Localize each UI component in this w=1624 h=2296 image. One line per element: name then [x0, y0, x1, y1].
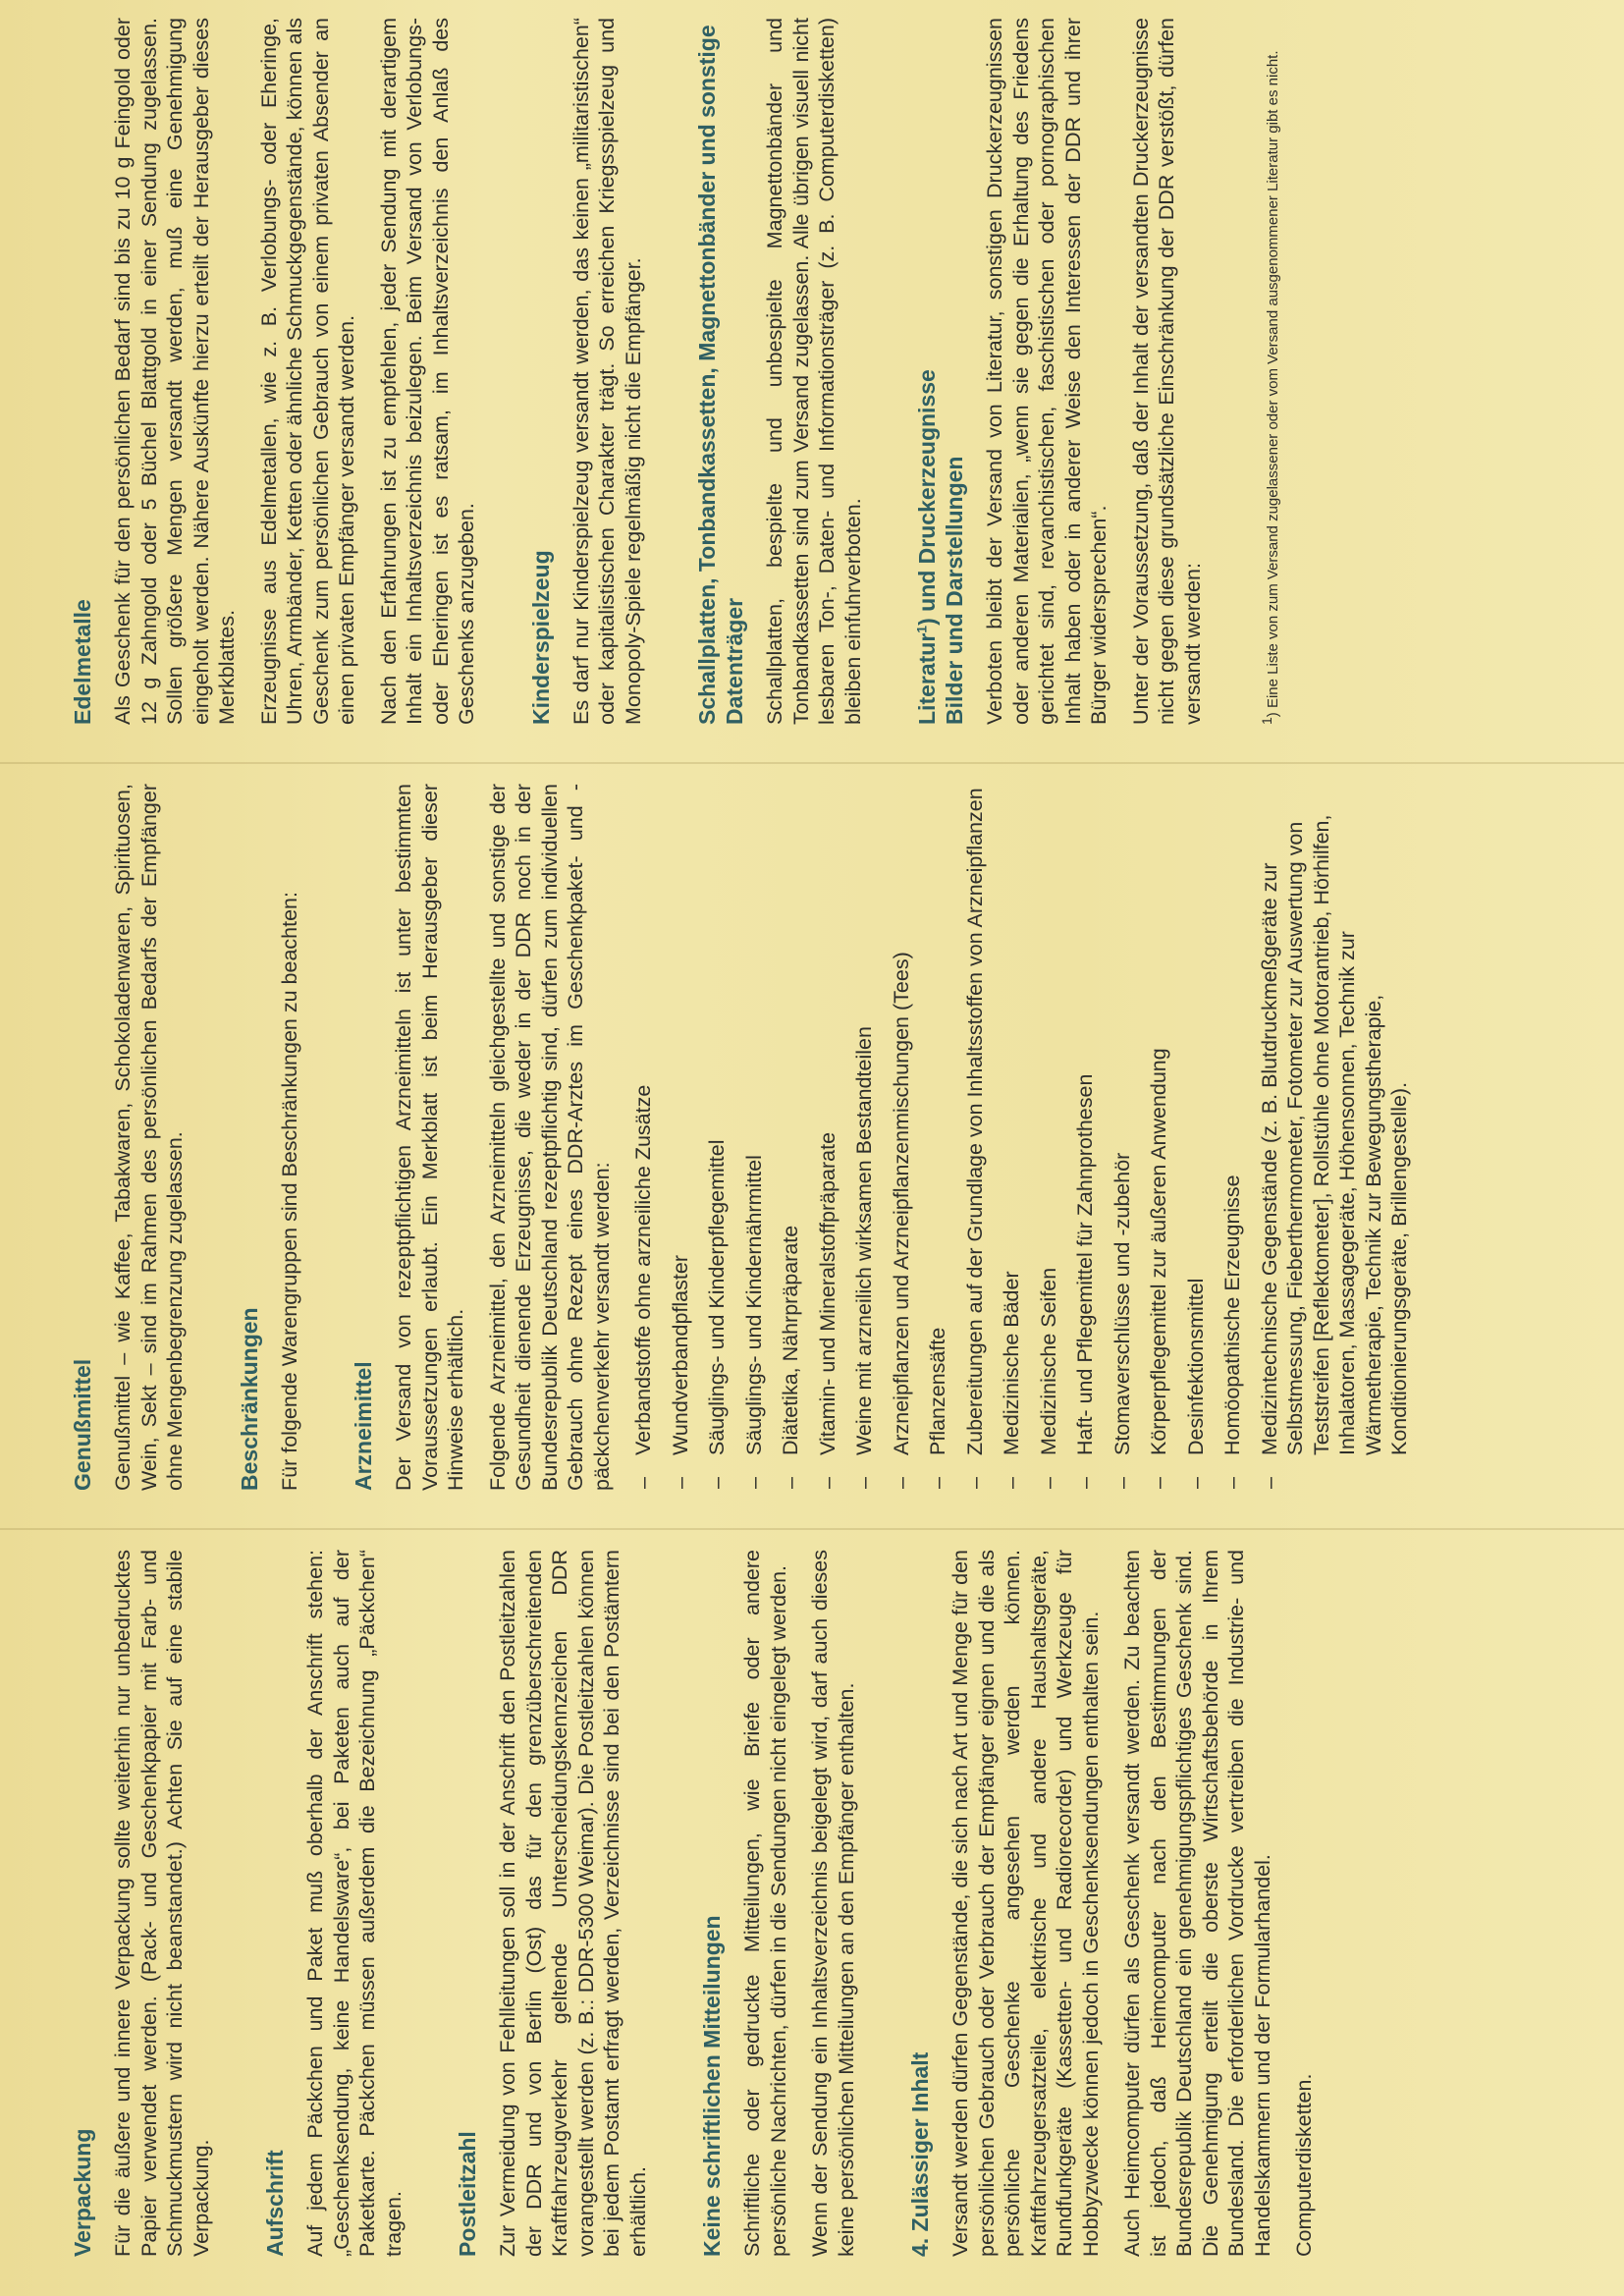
column-left [69, 1550, 1333, 2257]
heading-literatur [913, 18, 968, 725]
text-beschraenkungen: Für folgende Warengruppen sind Beschränkungen zu beachten: [277, 892, 301, 1491]
list-item: – Stomaverschlüsse und -zubehör [1110, 784, 1136, 1491]
arzneimittel-list [630, 784, 1413, 1491]
footnote-mark: 1 [1259, 717, 1274, 725]
heading-literatur-a: Literatur [914, 632, 940, 725]
list-item: – Verbandstoffe ohne arzneiliche Zusätze [630, 784, 657, 1491]
text-arzneimittel-2: Folgende Arzneimittel, den Arzneimitteln gleichgestellte und sonstige der Gesundheit dienende Erzeugnisse, die weder in der DDR noch in der Bundesrepublik Deutschland rezeptpflichtig sind, dürfen zum individuellen Gebrauch ohne Rezept eines DDR-Arztes im Geschenkpaket- und -päckchenverkehr versandt werden: [485, 784, 614, 1491]
column-middle [69, 784, 1424, 1491]
list-item: – Medizintechnische Gegenstände (z. B. Blutdruckmeßgeräte zur Selbstmessung, Fieberthermometer, Fotometer zur Auswertung von Teststreifen [Reflektometer], Rollstühle ohne Motorantrieb, Hörhilfen, Inhalatoren, Massagegeräte, Höhensonnen, Technik zur Wärmetherapie, Technik zur Bewegungstherapie, Konditionierungsgeräte, Brillengestelle). [1257, 784, 1413, 1491]
list-item: – Säuglings- und Kinderpflegemittel [704, 784, 731, 1491]
heading-schallplatten: Schallplatten, Tonbandkassetten, Magnettonbänder und sonstige Datenträger [694, 25, 747, 725]
heading-edelmetalle: Edelmetalle [70, 599, 95, 725]
list-item: – Haft- und Pflegemittel für Zahnprothesen [1072, 784, 1099, 1491]
list-item: – Säuglings- und Kindernährmittel [741, 784, 768, 1491]
heading-verpackung: Verpackung [70, 2128, 95, 2257]
list-item: – Vitamin- und Mineralstoffpräparate [815, 784, 841, 1491]
list-item: – Pflanzensäfte [925, 784, 951, 1491]
heading-arzneimittel: Arzneimittel [351, 1361, 376, 1491]
list-item: – Medizinische Bäder [999, 784, 1025, 1491]
fold-line [0, 1528, 1624, 1530]
footnote [1259, 18, 1282, 725]
heading-postleitzahl: Postleitzahl [455, 2131, 480, 2257]
list-item: – Weine mit arzneilich wirksamen Bestandteilen [851, 784, 878, 1491]
heading-literatur-b: ) und Druckerzeugnisse [914, 369, 940, 626]
list-item: – Wundverbandpflaster [668, 784, 694, 1491]
text-verpackung: Für die äußere und innere Verpackung sollte weiterhin nur unbedrucktes Papier verwendet werden. (Pack- und Geschenkpapier mit Farb- und Schmuckmustern wird nicht beanstandet.) Achten Sie auf eine stabile Verpackung. [111, 1550, 213, 2257]
text-edelmetalle-3: Nach den Erfahrungen ist zu empfehlen, jeder Sendung mit derartigem Inhalt ein Inhaltsverzeichnis beizulegen. Beim Versand von Verlobungs- oder Eheringen ist es ratsam, im Inhaltsverzeichnis den Anlaß des Geschenks anzugeben. [376, 18, 478, 725]
text-edelmetalle-2: Erzeugnisse aus Edelmetallen, wie z. B. Verlobungs- oder Eheringe, Uhren, Armbänder, Ketten oder ähnliche Schmuckgegenstände, können als Geschenk zum persönlichen Gebrauch von einem privaten Absender an einen privaten Empfänger versandt werden. [256, 18, 358, 725]
footnote-ref: 1 [913, 625, 930, 633]
text-literatur-2: Unter der Voraussetzung, daß der Inhalt der versandten Druckerzeugnisse nicht gegen diese grundsätzliche Einschränkung der DDR verstößt, dürfen versandt werden: [1128, 18, 1205, 725]
text-inhalt-3: Computerdisketten. [1292, 2073, 1316, 2257]
text-schallplatten: Schallplatten, bespielte und unbespielte Magnettonbänder und Tonbandkassetten sind zum Versand zugelassen. Alle übrigen visuell nicht lesbaren Ton-, Daten- und Informationsträger (z. B. Computerdisketten) bleiben einfuhrverboten. [763, 18, 865, 725]
heading-beschraenkungen: Beschränkungen [236, 1307, 262, 1491]
heading-mitteilungen: Keine schriftlichen Mitteilungen [699, 1915, 725, 2257]
heading-kinderspielzeug: Kinderspielzeug [527, 550, 554, 725]
text-mitteilungen-1: Schriftliche oder gedruckte Mitteilungen, wie Briefe oder andere persönliche Nachrichten, dürfen in die Sendungen nicht eingelegt werden. [740, 1550, 790, 2257]
list-item: – Arzneipflanzen und Arzneipflanzenmischungen (Tees) [889, 784, 915, 1491]
heading-genussmittel: Genußmittel [70, 1358, 95, 1491]
heading-literatur-line2: Bilder und Darstellungen [942, 456, 967, 725]
text-aufschrift: Auf jedem Päckchen und Paket muß oberhalb der Anschrift stehen: „Geschenksendung, keine Handelsware“, bei Paketen auch auf der Paketkarte. Päckchen müssen außerdem die Bezeichnung „Päckchen“ tragen. [303, 1550, 406, 2257]
text-postleitzahl: Zur Vermeidung von Fehlleitungen soll in der Anschrift den Postleitzahlen der DDR und von Berlin (Ost) das für den grenzüberschreitenden Kraftfahrzeugverkehr geltende Unterscheidungskennzeichen DDR vorangestellt werden (z. B.: DDR-5300 Weimar). Die Postleitzahlen können bei jedem Postamt erfragt werden, Verzeichnisse sind bei den Postämtern erhältlich. [496, 1550, 650, 2257]
column-right [69, 18, 1282, 725]
list-item: – Desinfektionsmittel [1183, 784, 1210, 1491]
text-edelmetalle-1: Als Geschenk für den persönlichen Bedarf sind bis zu 10 g Feingold oder 12 g Zahngold oder 5 Büchel Blattgold in einer Sendung zugelassen. Sollen größere Mengen versandt werden, muß eine Genehmigung eingeholt werden. Nähere Auskünfte hierzu erteilt der Herausgeber dieses Merkblattes. [111, 18, 239, 725]
list-item: – Diätetika, Nährpräparate [778, 784, 804, 1491]
heading-zulaessiger-inhalt: 4. Zulässiger Inhalt [907, 2051, 933, 2257]
text-genussmittel: Genußmittel – wie Kaffee, Tabakwaren, Schokoladenwaren, Spirituosen, Wein, Sekt – sind im Rahmen des persönlichen Bedarfs der Empfänger ohne Mengenbegrenzung zugelassen. [111, 784, 187, 1491]
list-item: – Homöopathische Erzeugnisse [1219, 784, 1246, 1491]
list-item: – Medizinische Seifen [1036, 784, 1062, 1491]
text-kinderspielzeug: Es darf nur Kinderspielzeug versandt werden, das keinen „militaristischen“ oder kapitalistischen Charakter trägt. So erreichen Kriegsspielzeug und Monopoly-Spiele regelmäßig nicht die Empfänger. [568, 18, 645, 725]
list-item: – Körperpflegemittel zur äußeren Anwendung [1146, 784, 1172, 1491]
text-literatur-1: Verboten bleibt der Versand von Literatur, sonstigen Druckerzeugnissen oder anderen Materialien, „wenn sie gegen die Erhaltung des Friedens gerichtet sind, revanchistischen, faschistischen oder pornographischen Inhalt haben oder in anderer Weise den Interessen der DDR und ihrer Bürger widersprechen“. [983, 18, 1110, 725]
fold-line [0, 762, 1624, 764]
text-inhalt-2: Auch Heimcomputer dürfen als Geschenk versandt werden. Zu beachten ist jedoch, daß Heimcomputer nach den Bestimmungen der Bundesrepublik Deutschland ein genehmigungspflichtiges Geschenk sind. Die Genehmigung erteilt die oberste Wirtschaftsbehörde in Ihrem Bundesland. Die erforderlichen Vordrucke vertreiben die Industrie- und Handelskammern und der Formularhandel. [1120, 1550, 1274, 2257]
list-item: – Zubereitungen auf der Grundlage von Inhaltsstoffen von Arzneipflanzen [962, 784, 989, 1491]
heading-aufschrift: Aufschrift [262, 2150, 288, 2257]
text-inhalt-1: Versandt werden dürfen Gegenstände, die sich nach Art und Menge für den persönlichen Gebrauch oder Verbrauch der Empfänger eignen und die als persönliche Geschenke angesehen werden können. Kraftfahrzeugersatzteile, elektrische und andere Haushaltsgeräte, Rundfunkgeräte (Kassetten- und Radiorecorder) und Werkzeuge für Hobbyzwecke können jedoch in Geschenksendungen enthalten sein. [948, 1550, 1103, 2257]
text-arzneimittel-1: Der Versand von rezeptpflichtigen Arzneimitteln ist unter bestimmten Voraussetzungen erlaubt. Ein Merkblatt ist beim Herausgeber dieser Hinweise erhältlich. [392, 784, 467, 1491]
text-mitteilungen-2: Wenn der Sendung ein Inhaltsverzeichnis beigelegt wird, darf auch dieses keine persönlichen Mitteilungen an den Empfänger enthalten. [808, 1550, 858, 2257]
footnote-text: ) Eine Liste von zum Versand zugelassener oder vom Versand ausgenommener Literatur gibt es nicht. [1265, 50, 1281, 718]
